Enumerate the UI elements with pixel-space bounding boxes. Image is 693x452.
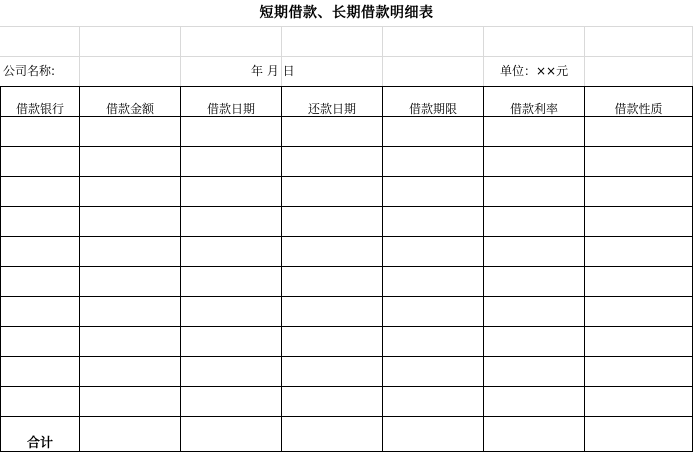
table-cell[interactable]: [484, 117, 585, 147]
table-cell[interactable]: [1, 297, 80, 327]
table-cell[interactable]: [181, 117, 282, 147]
table-row: [1, 327, 693, 357]
table-cell[interactable]: [80, 237, 181, 267]
table-cell[interactable]: [585, 207, 693, 237]
table-cell[interactable]: [1, 267, 80, 297]
loan-detail-table: [0, 86, 693, 452]
table-cell[interactable]: [1, 117, 80, 147]
table-cell[interactable]: [181, 297, 282, 327]
table-cell[interactable]: [282, 237, 383, 267]
table-cell[interactable]: [1, 387, 80, 417]
table-cell[interactable]: [383, 267, 484, 297]
table-cell[interactable]: [181, 417, 282, 452]
table-cell[interactable]: [383, 327, 484, 357]
table-row: [1, 117, 693, 147]
table-cell[interactable]: [80, 327, 181, 357]
table-row: [1, 387, 693, 417]
gridline: [382, 26, 383, 86]
table-cell[interactable]: [80, 387, 181, 417]
table-cell[interactable]: [1, 237, 80, 267]
table-cell[interactable]: [585, 267, 693, 297]
table-cell[interactable]: [282, 147, 383, 177]
table-row: [1, 207, 693, 237]
header-cell-loan-amount[interactable]: 借款金额: [80, 87, 181, 117]
gridline: [0, 56, 693, 57]
table-cell[interactable]: [181, 267, 282, 297]
header-cell-loan-date[interactable]: 借款日期: [181, 87, 282, 117]
table-cell[interactable]: [585, 357, 693, 387]
table-cell[interactable]: [1, 207, 80, 237]
table-cell[interactable]: [181, 357, 282, 387]
table-row: [1, 237, 693, 267]
table-cell[interactable]: [181, 327, 282, 357]
table-cell[interactable]: [383, 357, 484, 387]
table-cell[interactable]: [282, 357, 383, 387]
table-header-row: [1, 87, 693, 117]
table-cell[interactable]: [282, 327, 383, 357]
table-cell[interactable]: [383, 297, 484, 327]
header-cell-lending-bank[interactable]: 借款银行: [1, 87, 80, 117]
table-cell[interactable]: [181, 177, 282, 207]
table-cell[interactable]: [282, 387, 383, 417]
table-row: [1, 267, 693, 297]
table-cell[interactable]: [383, 147, 484, 177]
table-cell[interactable]: [383, 237, 484, 267]
table-cell[interactable]: [282, 177, 383, 207]
table-cell[interactable]: [282, 417, 383, 452]
table-row: [1, 177, 693, 207]
table-body: [1, 87, 693, 452]
table-cell[interactable]: [484, 237, 585, 267]
header-cell-loan-nature[interactable]: 借款性质: [585, 87, 693, 117]
table-cell[interactable]: [585, 387, 693, 417]
company-name-label[interactable]: 公司名称:: [3, 64, 56, 78]
sheet-title[interactable]: 短期借款、长期借款明细表: [259, 5, 434, 21]
table-cell[interactable]: [1, 147, 80, 177]
table-row: [1, 297, 693, 327]
table-cell[interactable]: [484, 177, 585, 207]
table-row: [1, 147, 693, 177]
table-cell[interactable]: [80, 267, 181, 297]
table-cell[interactable]: [484, 327, 585, 357]
table-cell[interactable]: [585, 237, 693, 267]
table-cell[interactable]: [181, 237, 282, 267]
total-label-cell[interactable]: 合计: [1, 417, 80, 452]
total-row: [1, 417, 693, 452]
table-cell[interactable]: [383, 417, 484, 452]
table-cell[interactable]: [585, 177, 693, 207]
table-cell[interactable]: [80, 417, 181, 452]
table-cell[interactable]: [80, 357, 181, 387]
table-cell[interactable]: [383, 387, 484, 417]
table-cell[interactable]: [484, 207, 585, 237]
table-cell[interactable]: [282, 117, 383, 147]
table-cell[interactable]: [484, 147, 585, 177]
gridline: [79, 26, 80, 86]
table-cell[interactable]: [484, 267, 585, 297]
gridline: [483, 26, 484, 86]
header-cell-repayment-date[interactable]: 还款日期: [282, 87, 383, 117]
table-cell[interactable]: [585, 147, 693, 177]
table-cell[interactable]: [484, 417, 585, 452]
table-cell[interactable]: [484, 387, 585, 417]
gridline: [584, 26, 585, 86]
date-label[interactable]: 年 月 日: [251, 64, 295, 78]
table-cell[interactable]: [1, 327, 80, 357]
gridline: [180, 26, 181, 86]
table-cell[interactable]: [282, 207, 383, 237]
table-cell[interactable]: [585, 297, 693, 327]
table-cell[interactable]: [80, 117, 181, 147]
gridline: [0, 26, 693, 27]
table-cell[interactable]: [282, 267, 383, 297]
table-cell[interactable]: [80, 207, 181, 237]
table-cell[interactable]: [1, 357, 80, 387]
table-cell[interactable]: [383, 117, 484, 147]
table-cell[interactable]: [585, 117, 693, 147]
table-cell[interactable]: [1, 177, 80, 207]
table-cell[interactable]: [181, 387, 282, 417]
table-cell[interactable]: [282, 297, 383, 327]
table-cell[interactable]: [383, 177, 484, 207]
table-cell[interactable]: [484, 357, 585, 387]
table-cell[interactable]: [80, 297, 181, 327]
table-cell[interactable]: [181, 147, 282, 177]
table-cell[interactable]: [585, 417, 693, 452]
table-row: [1, 357, 693, 387]
table-cell[interactable]: [181, 207, 282, 237]
table-cell[interactable]: [80, 177, 181, 207]
table-cell[interactable]: [484, 297, 585, 327]
table-cell[interactable]: [80, 147, 181, 177]
header-cell-loan-term[interactable]: 借款期限: [383, 87, 484, 117]
unit-label[interactable]: 单位：××元: [500, 64, 569, 78]
table-cell[interactable]: [383, 207, 484, 237]
table-cell[interactable]: [585, 327, 693, 357]
header-cell-interest-rate[interactable]: 借款利率: [484, 87, 585, 117]
